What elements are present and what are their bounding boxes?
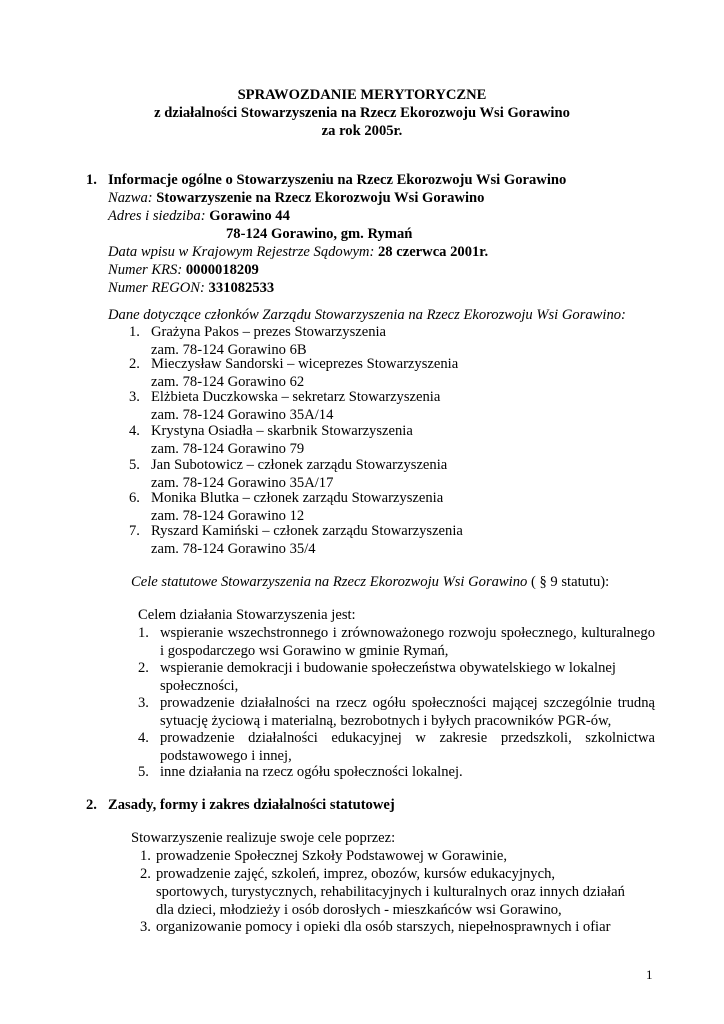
goals-intro	[131, 573, 609, 591]
goal-line: prowadzenie działalności na rzecz ogółu społeczności mającej szczególnie trudną	[160, 695, 655, 711]
board-member-person: Jan Subotowicz – członek zarządu Stowarzyszenia	[151, 457, 448, 473]
section2-number: 2.	[86, 797, 97, 813]
activity-line: dla dzieci, młodzieży i osób dorosłych - mieszkańców wsi Gorawino,	[156, 902, 562, 918]
goal-line: sytuację życiową i materialną, bezrobotnych i byłych pracowników PGR-ów,	[160, 713, 612, 729]
report-subtitle: z działalności Stowarzyszenia na Rzecz Ekorozwoju Wsi Gorawino	[154, 105, 570, 121]
board-member-number: 5.	[129, 457, 140, 473]
activity-line: organizowanie pomocy i opieki dla osób starszych, niepełnosprawnych i ofiar	[156, 919, 611, 935]
goal-line: inne działania na rzecz ogółu społeczności lokalnej.	[160, 764, 463, 780]
report-year: za rok 2005r.	[321, 123, 403, 139]
board-member-person: Krystyna Osiadła – skarbnik Stowarzyszenia	[151, 423, 413, 439]
goals-lead: Celem działania Stowarzyszenia jest:	[138, 607, 356, 623]
board-member-address: zam. 78-124 Gorawino 79	[151, 441, 305, 457]
board-member-person: Monika Blutka – członek zarządu Stowarzyszenia	[151, 490, 444, 506]
page-number: 1	[646, 967, 653, 982]
activity-line: prowadzenie Społecznej Szkoły Podstawowej w Gorawinie,	[156, 848, 507, 864]
name-label: Nazwa:	[108, 190, 153, 206]
goal-number: 1.	[138, 625, 149, 641]
board-member-person: Ryszard Kamiński – członek zarządu Stowarzyszenia	[151, 523, 463, 539]
name-row	[108, 189, 484, 207]
krs-value: 0000018209	[185, 262, 259, 278]
board-member-number: 1.	[129, 324, 140, 340]
section1-heading: Informacje ogólne o Stowarzyszeniu na Rzecz Ekorozwoju Wsi Gorawino	[108, 172, 567, 188]
board-member-number: 4.	[129, 423, 140, 439]
krs-date-value: 28 czerwca 2001r.	[378, 244, 489, 260]
address-label: Adres i siedziba:	[108, 208, 206, 224]
goal-line: wspieranie demokracji i budowanie społeczeństwa obywatelskiego w lokalnej	[160, 660, 616, 676]
goal-number: 5.	[138, 764, 149, 780]
krs-row	[108, 261, 259, 279]
board-intro: Dane dotyczące członków Zarządu Stowarzyszenia na Rzecz Ekorozwoju Wsi Gorawino:	[108, 307, 626, 323]
board-member-person: Mieczysław Sandorski – wiceprezes Stowarzyszenia	[151, 356, 459, 372]
address-row	[108, 207, 290, 225]
board-member-address: zam. 78-124 Gorawino 6B	[151, 342, 307, 358]
goal-line: społeczności,	[160, 678, 239, 694]
board-member-person: Elżbieta Duczkowska – sekretarz Stowarzyszenia	[151, 389, 441, 405]
goal-line: podstawowego i innej,	[160, 748, 292, 764]
goals-intro-italic: Cele statutowe Stowarzyszenia na Rzecz Ekorozwoju Wsi Gorawino	[131, 574, 528, 590]
board-member-number: 2.	[129, 356, 140, 372]
goal-number: 4.	[138, 730, 149, 746]
board-member-address: zam. 78-124 Gorawino 35/4	[151, 541, 316, 557]
name-value: Stowarzyszenie na Rzecz Ekorozwoju Wsi Gorawino	[156, 190, 485, 206]
krs-date-row	[108, 243, 488, 261]
section1-number: 1.	[86, 172, 97, 188]
section2-heading: Zasady, formy i zakres działalności statutowej	[108, 797, 395, 813]
activity-line: sportowych, turystycznych, rehabilitacyjnych i kulturalnych oraz innych działań	[156, 884, 625, 900]
address-value-1: Gorawino 44	[209, 208, 290, 224]
activity-number: 1.	[140, 848, 151, 864]
goal-line: wspieranie wszechstronnego i zrównoważonego rozwoju społecznego, kulturalnego	[160, 625, 655, 641]
address-value-2: 78-124 Gorawino, gm. Rymań	[226, 226, 413, 242]
goal-number: 3.	[138, 695, 149, 711]
activity-number: 2.	[140, 866, 151, 882]
board-member-person: Grażyna Pakos – prezes Stowarzyszenia	[151, 324, 387, 340]
report-title: SPRAWOZDANIE MERYTORYCZNE	[237, 87, 487, 103]
regon-row	[108, 279, 274, 297]
regon-value: 331082533	[208, 280, 275, 296]
activity-line: prowadzenie zajęć, szkoleń, imprez, obozów, kursów edukacyjnych,	[156, 866, 556, 882]
activity-number: 3.	[140, 919, 151, 935]
krs-date-label: Data wpisu w Krajowym Rejestrze Sądowym:	[108, 244, 375, 260]
goals-intro-rest: ( § 9 statutu):	[527, 574, 610, 590]
board-member-address: zam. 78-124 Gorawino 35A/17	[151, 475, 334, 491]
regon-label: Numer REGON:	[108, 280, 205, 296]
board-member-address: zam. 78-124 Gorawino 35A/14	[151, 407, 334, 423]
board-member-number: 7.	[129, 523, 140, 539]
board-member-number: 6.	[129, 490, 140, 506]
board-member-number: 3.	[129, 389, 140, 405]
goal-line: i gospodarczego wsi Gorawino w gminie Rymań,	[160, 643, 449, 659]
board-member-address: zam. 78-124 Gorawino 12	[151, 508, 305, 524]
goal-line: prowadzenie działalności edukacyjnej w zakresie przedszkoli, szkolnictwa	[160, 730, 655, 746]
krs-label: Numer KRS:	[108, 262, 183, 278]
goal-number: 2.	[138, 660, 149, 676]
section2-lead: Stowarzyszenie realizuje swoje cele poprzez:	[131, 830, 396, 846]
board-member-address: zam. 78-124 Gorawino 62	[151, 374, 305, 390]
